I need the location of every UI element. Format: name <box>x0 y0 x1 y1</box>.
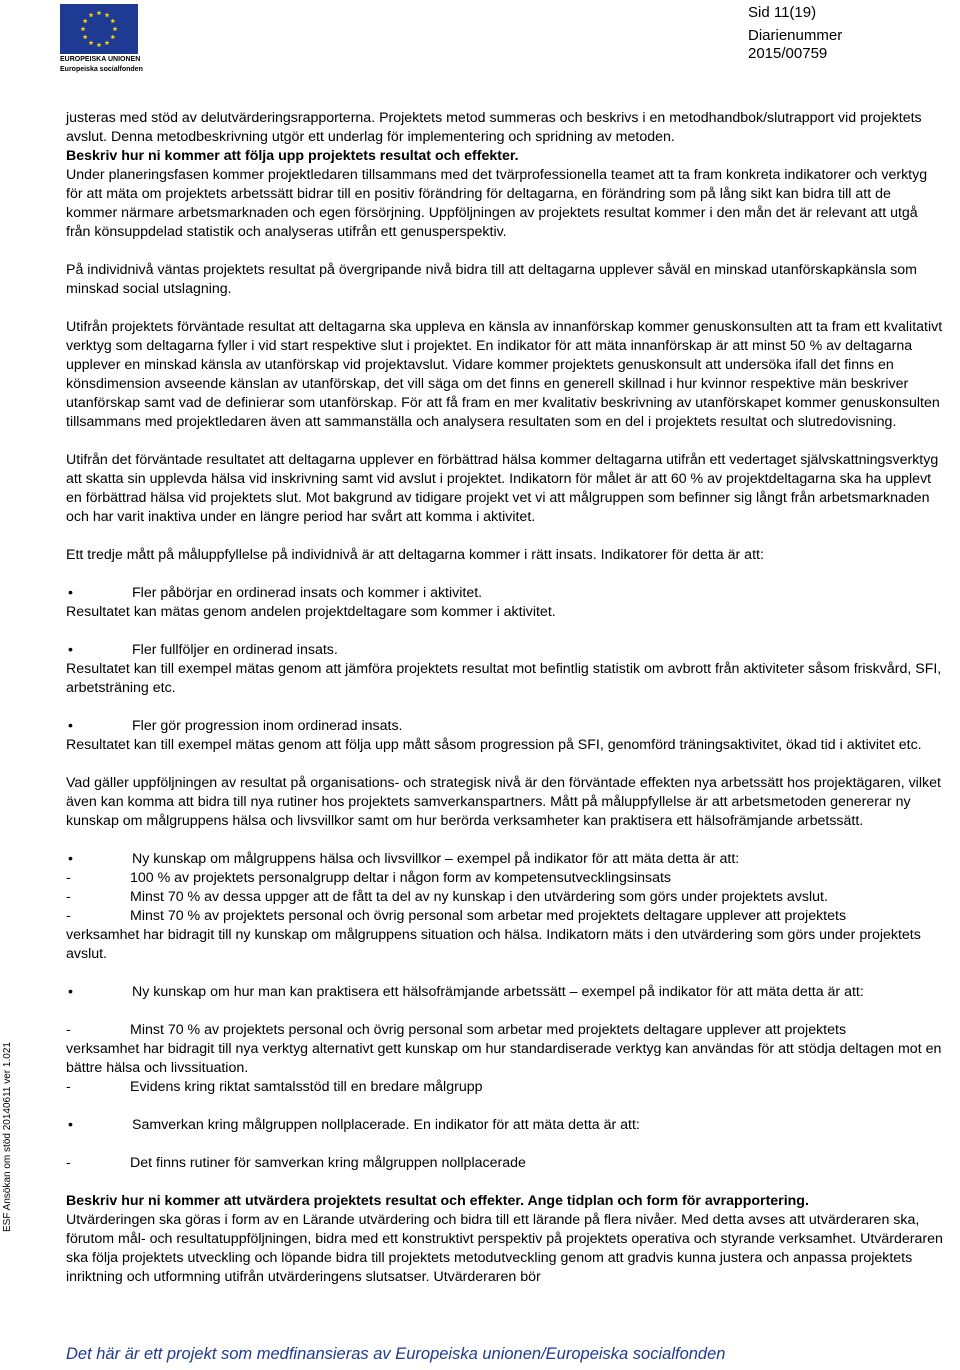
dash-item-text: Evidens kring riktat samtalsstöd till en bredare målgrupp <box>130 1079 483 1095</box>
eu-logo <box>60 4 143 73</box>
list-item-text: Ny kunskap om målgruppens hälsa och livsvillkor – exempel på indikator för att mäta detta är att: <box>132 851 740 867</box>
list-item <box>66 1116 946 1135</box>
page-number: Sid 11(19) <box>748 4 817 21</box>
list-item <box>66 584 946 603</box>
dash-item <box>66 907 946 926</box>
document-body <box>66 109 946 1287</box>
paragraph: Resultatet kan mätas genom andelen projektdeltagare som kommer i aktivitet. <box>66 604 556 620</box>
bullet-icon: • <box>68 718 73 734</box>
paragraph: Under planeringsfasen kommer projektledaren tillsammans med det tvärprofessionella teamet att ta fram konkreta indikatorer och verktyg för att mäta om projektets arbetssätt bidrar till en positiv förändring för deltagarna, en förändring som på lång sikt kan bidra till att de kommer närmare arbetsmarknaden och egen försörjning. Uppföljningen av projektets resultat kommer i den mån det är relevant att utgå från könsuppdelad statistik och analyseras utifrån ett genusperspektiv. <box>66 167 928 240</box>
list-item <box>66 717 946 736</box>
bullet-icon: • <box>68 585 73 601</box>
star-icon <box>81 26 86 31</box>
dash-item-text: Minst 70 % av projektets personal och övrig personal som arbetar med projektets deltagare upplever att projektets <box>130 1022 847 1038</box>
dash-marker: - <box>66 889 71 905</box>
list-item-text: Fler gör progression inom ordinerad insats. <box>132 718 403 734</box>
logo-text-line1: EUROPEISKA UNIONEN <box>60 56 141 63</box>
list-item <box>66 641 946 660</box>
logo-text-line2: Europeiska socialfonden <box>60 66 143 73</box>
list-item <box>66 850 946 869</box>
bullet-icon: • <box>68 642 73 658</box>
star-icon <box>83 34 88 39</box>
dash-marker: - <box>66 1079 71 1095</box>
section-heading: Beskriv hur ni kommer att följa upp projektets resultat och effekter. <box>66 148 519 164</box>
paragraph: Utvärderingen ska göras i form av en Lärande utvärdering och bidra till ett lärande på flera nivåer. Med detta avses att utvärderaren ska, förutom mål- och resultatuppföljningen, bidra med ett konstruktivt perspektiv på projektets operativa och styrande verksamhet. Utvärderaren ska följa projektets utveckling och löpande bidra till projektets metodutveckling genom att gradvis kunna justera och anpassa projektets inriktning och utformning utifrån utvärderingens slutsatser. Utvärderaren bör <box>66 1212 943 1285</box>
section-heading: Beskriv hur ni kommer att utvärdera projektets resultat och effekter. Ange tidplan och form för avrapportering. <box>66 1193 809 1209</box>
paragraph: På individnivå väntas projektets resultat på övergripande nivå bidra till att deltagarna upplever såväl en minskad utanförskapkänsla som minskad social utslagning. <box>66 262 917 297</box>
dash-marker: - <box>66 1022 71 1038</box>
eu-flag-icon <box>60 4 138 54</box>
dash-item <box>66 1154 946 1173</box>
star-icon <box>89 13 94 18</box>
diarienummer-label: Diarienummer <box>748 27 843 44</box>
dash-item-text: Det finns rutiner för samverkan kring målgruppen nollplacerade <box>130 1155 526 1171</box>
dash-marker: - <box>66 908 71 924</box>
page-header-info <box>748 4 842 63</box>
dash-item <box>66 888 946 907</box>
eu-stars-icon <box>60 4 138 54</box>
paragraph: Utifrån det förväntade resultatet att deltagarna upplever en förbättrad hälsa kommer deltagarna utifrån ett vedertaget självskattningsverktyg att skatta sin upplevda hälsa vid inskrivning samt vid avslut i projektet. Indikatorn för målet är att 60 % av projektdeltagarna ska ha upplevt en förbättrad hälsa vid projektets slut. Mot bakgrund av tidigare projekt vet vi att målgruppen som befinner sig långt från arbetsmarknaden och har varit inaktiva under en längre period har svårt att komma i aktivitet. <box>66 452 939 525</box>
dash-item-text: 100 % av projektets personalgrupp deltar i någon form av kompetensutvecklingsinsats <box>130 870 672 886</box>
dash-item <box>66 1021 946 1040</box>
list-item-text: Ny kunskap om hur man kan praktisera ett hälsofrämjande arbetssätt – exempel på indikator för att mäta detta är att: <box>132 984 864 1000</box>
star-icon <box>113 26 118 31</box>
dash-item <box>66 869 946 888</box>
paragraph: verksamhet har bidragit till ny kunskap om målgruppens situation och hälsa. Indikatorn mäts i den utvärdering som görs under projektets avslut. <box>66 927 921 962</box>
dash-marker: - <box>66 1155 71 1171</box>
dash-item-text: Minst 70 % av dessa uppger att de fått ta del av ny kunskap i den utvärdering som görs under projektets avslut. <box>130 889 828 905</box>
list-item-text: Fler påbörjar en ordinerad insats och kommer i aktivitet. <box>132 585 483 601</box>
star-icon <box>97 10 102 15</box>
paragraph: Vad gäller uppföljningen av resultat på organisations- och strategisk nivå är den förväntade effekten nya arbetssätt hos projektägaren, vilket även kan komma att bidra till nya rutiner hos projektets samverkanspartners. Mått på måluppfyllelse är att arbetsmetoden genererar ny kunskap om målgruppens hälsa och livsvillkor samt om hur berörda verksamheter kan praktisera ett hälsofrämjande arbetssätt. <box>66 775 941 829</box>
bullet-icon: • <box>68 851 73 867</box>
paragraph: justeras med stöd av delutvärderingsrapporterna. Projektets metod summeras och beskrivs i en metodhandbok/slutrapport vid projektets avslut. Denna metodbeskrivning utgör ett underlag för implementering och spridning av metoden. <box>66 110 922 145</box>
star-icon <box>89 40 94 45</box>
star-icon <box>105 40 110 45</box>
star-icon <box>97 42 102 47</box>
bullet-icon: • <box>68 984 73 1000</box>
paragraph: Resultatet kan till exempel mätas genom att jämföra projektets resultat mot befintlig statistik om avbrott från aktiviteter såsom friskvård, SFI, arbetsträning etc. <box>66 661 942 696</box>
star-icon <box>83 18 88 23</box>
star-icon <box>110 18 115 23</box>
bullet-icon: • <box>68 1117 73 1133</box>
footer-note: Det här är ett projekt som medfinansieras av Europeiska unionen/Europeiska socialfonden <box>66 1345 726 1363</box>
diarienummer-value: 2015/00759 <box>748 45 828 62</box>
dash-item-text: Minst 70 % av projektets personal och övrig personal som arbetar med projektets deltagare upplever att projektets <box>130 908 847 924</box>
list-item-text: Samverkan kring målgruppen nollplacerade. En indikator för att mäta detta är att: <box>132 1117 640 1133</box>
dash-item <box>66 1078 946 1097</box>
star-icon <box>110 34 115 39</box>
paragraph: Ett tredje mått på måluppfyllelse på individnivå är att deltagarna kommer i rätt insats. Indikatorer för detta är att: <box>66 547 764 563</box>
list-item <box>66 983 946 1002</box>
form-version-label: ESF Ansökan om stöd 20140611 ver 1.021 <box>2 1042 13 1232</box>
star-icon <box>105 13 110 18</box>
paragraph: Utifrån projektets förväntade resultat att deltagarna ska uppleva en känsla av innanförskap kommer genuskonsulten att ta fram ett kvalitativt verktyg som deltagarna fyller i vid start respektive slut i projektet. En indikator för att mäta innanförskap är att minst 50 % av deltagarna upplever en minskad känsla av utanförskap vid projektavslut. Vidare kommer projektets genuskonsult att undersöka ifall det finns en könsdimension avseende känslan av utanförskap, det vill säga om det finns en generell skillnad i hur kvinnor respektive män beskriver utanförskap samt vad de definierar som utanförskap. För att få fram en mer kvalitativ beskrivning av utanförskapet kommer genuskonsulten tillsammans med projektledaren även att sammanställa och analysera resultaten som en del i projektets resultat och slutredovisning. <box>66 319 943 430</box>
dash-marker: - <box>66 870 71 886</box>
paragraph: verksamhet har bidragit till nya verktyg alternativt gett kunskap om hur standardiserade verktyg kan användas för att stödja deltagen mot en bättre hälsa och livssituation. <box>66 1041 942 1076</box>
paragraph: Resultatet kan till exempel mätas genom att följa upp mått såsom progression på SFI, genomförd träningsaktivitet, ökad tid i aktivitet etc. <box>66 737 922 753</box>
list-item-text: Fler fullföljer en ordinerad insats. <box>132 642 338 658</box>
